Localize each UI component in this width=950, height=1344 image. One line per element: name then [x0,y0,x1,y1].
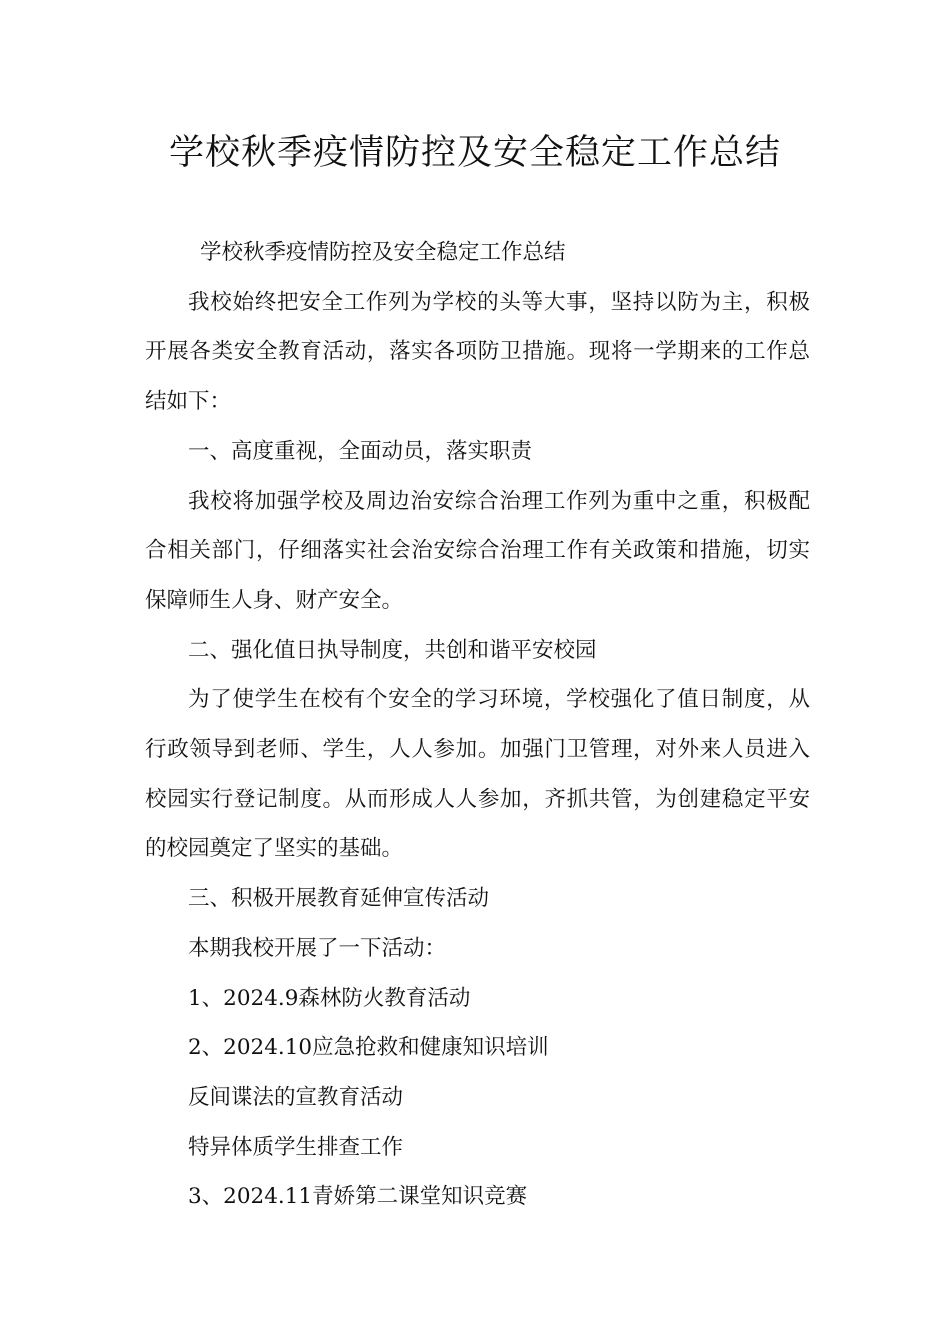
activity-item: 3、2024.11青娇第二课堂知识竞赛 [188,1184,528,1210]
paragraph-section-1: 我校将加强学校及周边治安综合治理工作列为重中之重，积极配合相关部门，仔细落实社会治安综合治理工作有关政策和措施，切实保障师生人身、财产安全。 [145,488,810,613]
paragraph-activities-intro: 本期我校开展了一下活动： [188,935,447,961]
activity-item: 特异体质学生排查工作 [188,1134,404,1160]
document-subtitle: 学校秋季疫情防控及安全稳定工作总结 [200,240,566,265]
activity-item: 2、2024.10应急抢救和健康知识培训 [188,1035,549,1061]
section-heading-1: 一、高度重视，全面动员，落实职责 [188,438,533,464]
activity-item: 1、2024.9森林防火教育活动 [188,985,471,1011]
section-heading-2: 二、强化值日执导制度，共创和谐平安校园 [188,637,597,663]
paragraph-intro: 我校始终把安全工作列为学校的头等大事，坚持以防为主，积极开展各类安全教育活动，落实各项防卫措施。现将一学期来的工作总结如下： [145,289,810,415]
activity-item: 反间谍法的宣教育活动 [188,1084,404,1110]
document-body [145,228,810,1222]
document-title: 学校秋季疫情防控及安全稳定工作总结 [168,133,781,173]
section-heading-3: 三、积极开展教育延伸宣传活动 [188,886,490,912]
paragraph-section-2: 为了使学生在校有个安全的学习环境，学校强化了值日制度，从行政领导到老师、学生，人人参加。加强门卫管理，对外来人员进入校园实行登记制度。从而形成人人参加，齐抓共管，为创建稳定平安的校园奠定了坚实的基础。 [145,687,810,862]
